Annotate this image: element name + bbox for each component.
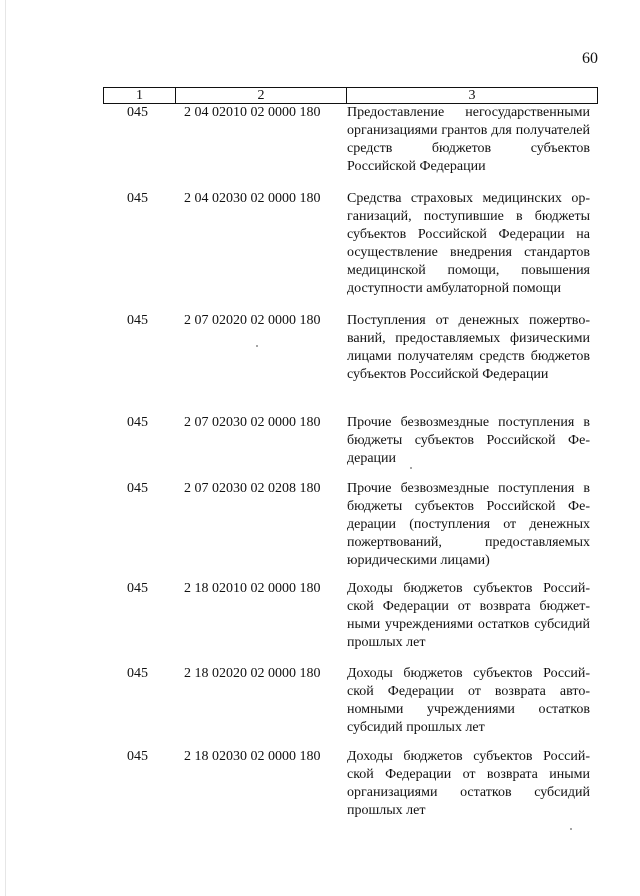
- income-description-cell: Поступления от денежных пожертвований, предоставляемых физическими лицами получателям средств бюджетов субъектов Российской Федерации: [347, 313, 590, 382]
- admin-code-cell: 045: [127, 749, 148, 764]
- header-col-3: 3: [468, 88, 476, 103]
- admin-code-cell: 045: [127, 415, 148, 430]
- table-row: [103, 414, 597, 468]
- page-edge-line: [5, 0, 6, 896]
- income-description-cell: Прочие безвозмездные поступления в бюджеты субъектов Российской Федерации (поступления от денежных пожертвований, предоставляемых юридическими лицами): [347, 481, 590, 568]
- income-description-cell: Доходы бюджетов субъектов Российской Федерации от возврата автономными учреждениями остатков субсидий прошлых лет: [347, 666, 590, 735]
- page-number: 60: [582, 50, 598, 67]
- header-col-1: 1: [104, 88, 176, 103]
- kbk-code-cell: 2 07 02030 02 0000 180: [184, 415, 321, 430]
- kbk-code-cell: 2 18 02030 02 0000 180: [184, 749, 321, 764]
- income-description-cell: Доходы бюджетов субъектов Российской Федерации от возврата бюджетными учреждениями остатков субсидий прошлых лет: [347, 581, 590, 650]
- header-col-2: 2: [176, 88, 347, 103]
- kbk-code-cell: 2 07 02030 02 0208 180: [184, 481, 321, 496]
- income-description-cell: Доходы бюджетов субъектов Российской Федерации от возврата иными организациями остатков субсидий прошлых лет: [347, 749, 590, 818]
- admin-code-cell: 045: [127, 666, 148, 681]
- kbk-code-cell: 2 04 02010 02 0000 180: [184, 105, 321, 120]
- table-row: [103, 480, 597, 570]
- table-row: [103, 748, 597, 820]
- kbk-code-cell: 2 18 02020 02 0000 180: [184, 666, 321, 681]
- income-description-cell: Прочие безвозмездные поступления в бюджеты субъектов Российской Федерации: [347, 415, 590, 466]
- scan-speck: [256, 345, 258, 347]
- kbk-code-cell: 2 18 02010 02 0000 180: [184, 581, 321, 596]
- table-row: [103, 665, 597, 737]
- table-row: [103, 580, 597, 652]
- scan-speck: [410, 467, 412, 469]
- admin-code-cell: 045: [127, 313, 148, 328]
- admin-code-cell: 045: [127, 105, 148, 120]
- income-description-cell: Средства страховых медицинских организаций, поступившие в бюджеты субъектов Российской Федерации на осуществление внедрения стандартов медицинской помощи, повышения доступности амбулаторной помощи: [347, 191, 590, 296]
- scan-speck: [570, 828, 572, 830]
- table-header: [103, 87, 598, 104]
- admin-code-cell: 045: [127, 191, 148, 206]
- table-row: [103, 104, 597, 176]
- kbk-code-cell: 2 04 02030 02 0000 180: [184, 191, 321, 206]
- kbk-code-cell: 2 07 02020 02 0000 180: [184, 313, 321, 328]
- table-row: [103, 190, 597, 298]
- income-description-cell: Предоставление негосударственными организациями грантов для получателей средств бюджетов субъектов Российской Федерации: [347, 105, 590, 174]
- admin-code-cell: 045: [127, 581, 148, 596]
- table-row: [103, 312, 597, 384]
- admin-code-cell: 045: [127, 481, 148, 496]
